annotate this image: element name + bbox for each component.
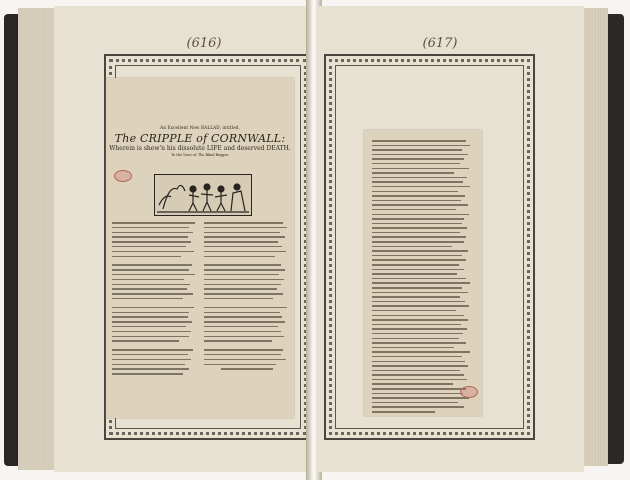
ballad-heading bbox=[106, 126, 294, 158]
right-page-number: (617) bbox=[422, 36, 458, 51]
library-stamp-icon bbox=[114, 170, 132, 182]
left-page-number: (616) bbox=[186, 36, 222, 51]
ballad-sheet-left bbox=[106, 78, 294, 418]
left-page bbox=[54, 6, 310, 472]
woodcut-illustration bbox=[154, 174, 252, 216]
ballad-title: The CRIPPLE of CORNWALL: bbox=[114, 132, 286, 146]
ballad-text-column-2 bbox=[204, 222, 290, 373]
library-stamp-icon bbox=[460, 386, 478, 398]
ballad-text-column-1 bbox=[112, 222, 198, 378]
ballad-header-line: An Excellent New BALLAD, intitled, bbox=[160, 125, 240, 130]
ballad-subtitle: Wherein is shew'n his dissolute LIFE and deserved DEATH. bbox=[109, 145, 291, 153]
ballad-sheet-right bbox=[364, 130, 482, 416]
right-page bbox=[318, 6, 584, 472]
page-edges-left bbox=[18, 8, 58, 470]
ballad-tune-line: To the Tune of, The Blind Beggar. bbox=[171, 153, 229, 158]
ballad-text-continuation bbox=[372, 140, 474, 416]
woodcut-figures-icon bbox=[155, 175, 251, 215]
